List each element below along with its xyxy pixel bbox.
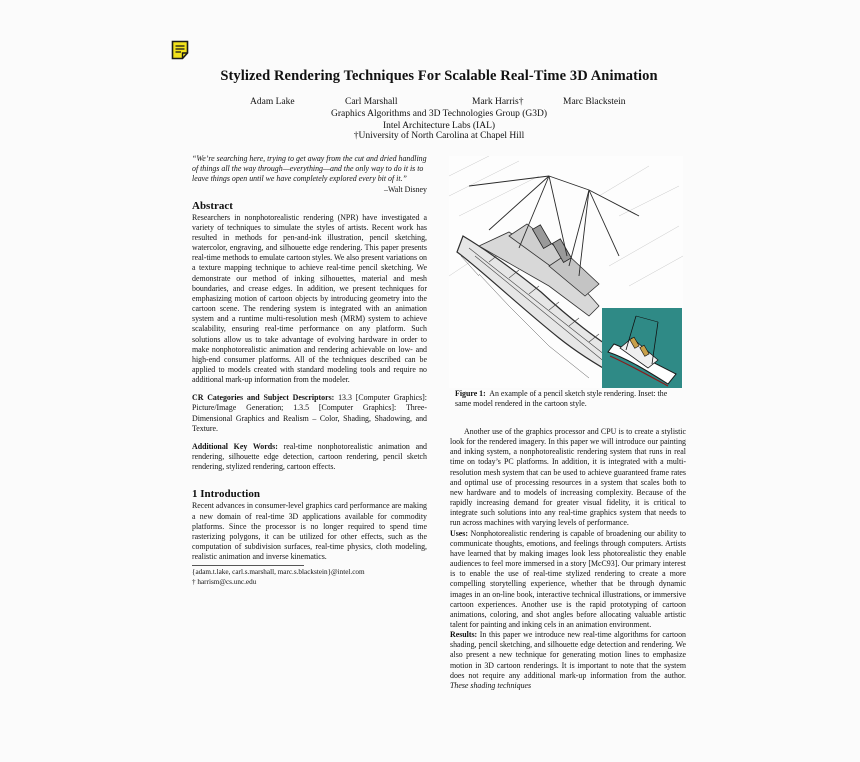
key-words: [192, 442, 427, 472]
cr-categories: [192, 393, 427, 434]
cr-text: 13.3 [Computer Graphics]: Picture/Image Generation; 1.3.5 [Computer Graphics]: Three-Dimensional Graphics and Realism – Color, Shading, Shadowing, and Texture.: [192, 393, 427, 433]
affiliation-1: Graphics Algorithms and 3D Technologies Group (G3D): [330, 109, 548, 119]
keywords-label: Additional Key Words:: [192, 441, 278, 451]
epigraph-attribution: –Walt Disney: [384, 185, 427, 195]
abstract-heading: Abstract: [192, 199, 233, 212]
introduction-heading: 1 Introduction: [192, 488, 260, 501]
abstract-text: Researchers in nonphotorealistic rendering (NPR) have investigated a variety of techniques to simulate the styles of artists. Recent work has resulted in methods for pen-and-ink illustration, pencil sketching, watercolor, engraving, and silhouette edge rendering. This paper presents real-time methods to emulate cartoon styles. We also present variations on a texture mapping technique to achieve real-time pencil sketching. We demonstrate our method of inking silhouettes, material and mesh boundaries, and crease edges. In addition, we present techniques for emphasizing motion of cartoon objects by introducing geometry into the cartoon scene. The rendering system is integrated with an animation system and a runtime multi-resolution mesh (MRM) system to achieve scalability, ensuring real-time performance on any platform. Such solutions allow us to take advantage of evolving hardware in order to make nonphotorealistic animation and rendering achievable on low- and high-end consumer platforms. All of the techniques described can be applied to models created with standard modeling tools and require no additional mark-up information from the modeler.: [192, 212, 427, 385]
right-column: [450, 427, 686, 691]
uses-label: Uses:: [450, 528, 468, 538]
cr-label: CR Categories and Subject Descriptors:: [192, 393, 335, 403]
left-column: [192, 154, 427, 587]
footnote-unc-email: † harrism@cs.unc.edu: [192, 577, 257, 586]
cartoon-ship-inset-image: [602, 308, 682, 388]
footnote-rule: [192, 565, 304, 566]
results-paragraph: [450, 630, 686, 691]
author-3: Mark Harris†: [472, 97, 524, 107]
figure-caption-text: An example of a pencil sketch style rendering. Inset: the same model rendered in the cartoon style.: [455, 389, 668, 409]
uses-paragraph: [450, 529, 686, 631]
uses-text: Nonphotorealistic rendering is capable of broadening our ability to communicate thoughts, emotions, and feelings through computers. Artists have learned that by making images look less photorealistic they enable audiences to feel more immersed in a story [McC93]. Our primary interest is to enable the use of real-time stylized rendering to create a more compelling storytelling experience, whether that be through dynamic images in an on-line book, interactive technical illustrations, or immersive cartoon experiences. Another use is the rapid prototyping of cartoon animations, coloring, and shot angles before allocating valuable artistic talent for painting and inking cels in an animation environment.: [450, 528, 686, 629]
results-text: In this paper we introduce new real-time algorithms for cartoon shading, pencil sketching, and silhouette edge detection and rendering. We also present a new technique for generating motion lines to emphasize motion in 3D cartoon renderings. It is important to note that the system does not require any additional mark-up information from the author.: [450, 630, 686, 680]
right-paragraph-1: Another use of the graphics processor and CPU is to create a stylistic look for the rendered imagery. In this paper we will introduce our painting and inking system, a nonphotorealistic rendering system that runs in real time on today’s PC platforms. In addition, it is integrated with a multi-resolution mesh system that can be used to achieve guaranteed frame rates and optimal use of processing resources in a system that scales both to new hardware and to models of increasing complexity. Because of the rapidly increasing demand for greater visual fidelity, it is critical to integrate such solutions into any real-time graphics system that needs to run across machines with varying levels of performance.: [450, 427, 686, 528]
results-label: Results:: [450, 630, 478, 640]
author-1: Adam Lake: [250, 97, 295, 107]
figure-label: Figure 1:: [455, 389, 486, 398]
affiliation-2: Intel Architecture Labs (IAL): [382, 121, 496, 131]
author-4: Marc Blackstein: [563, 97, 626, 107]
introduction-text: Recent advances in consumer-level graphics card performance are making a new domain of real-time 3D applications available for commodity platforms. Since the processor is no longer required to spend time rasterizing polygons, it can be utilized for other effects, such as the computation of subdivision surfaces, real-time physics, cloth modeling, realistic animation and inverse kinematics.: [192, 501, 427, 562]
footnote-emails: {adam.t.lake, carl.s.marshall, marc.s.blackstein}@intel.com: [192, 568, 365, 577]
figure-1-caption: [455, 389, 681, 409]
author-2: Carl Marshall: [345, 97, 398, 107]
epigraph-quote: “We’re searching here, trying to get away from the cut and dried handling of things all the way through—everything—and the only way to do it is to leave things open until we have completely explored every bit of it.”: [192, 154, 427, 184]
keywords-text: real-time nonphotorealistic animation and rendering, silhouette edge detection, cartoon rendering, pencil sketch rendering, stylized rendering, cartoon effects.: [192, 441, 427, 472]
figure-1: [449, 156, 683, 426]
sticky-note-icon[interactable]: [171, 40, 189, 60]
affiliation-3: †University of North Carolina at Chapel Hill: [353, 131, 525, 141]
paper-title: Stylized Rendering Techniques For Scalable Real-Time 3D Animation: [220, 68, 658, 84]
results-tail: These shading techniques: [450, 680, 532, 690]
